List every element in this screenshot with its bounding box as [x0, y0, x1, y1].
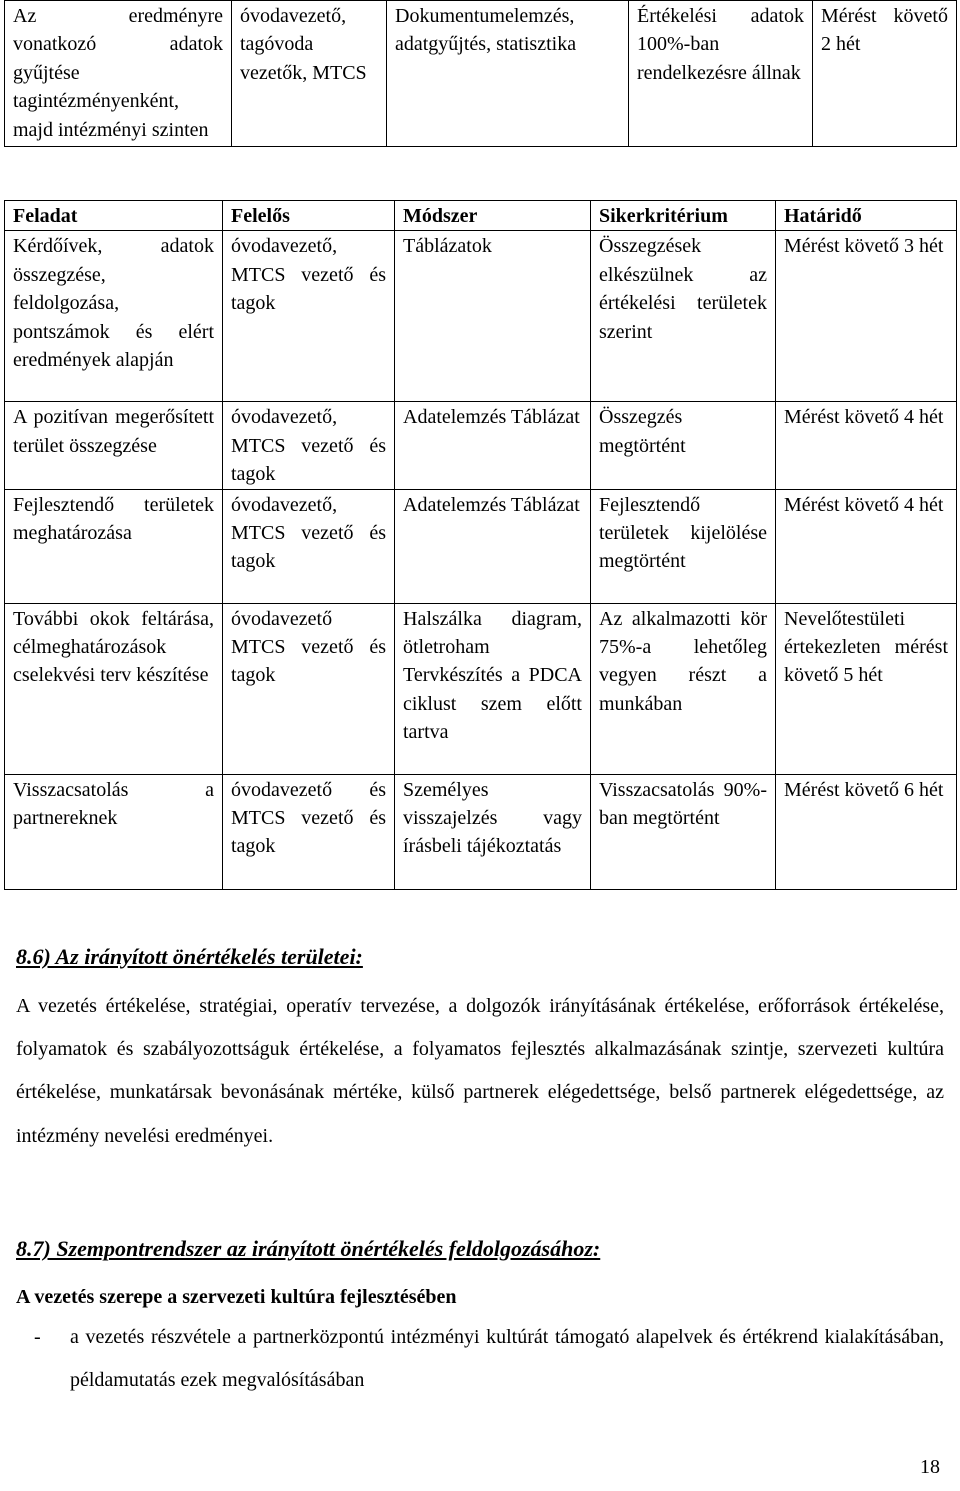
bullet-text: a vezetés részvétele a partnerközpontú intézményi kultúrát támogató alapelvek és értékrend kialakításában, példamutatás ezek megvalósításában	[70, 1326, 944, 1392]
table-row	[5, 603, 957, 774]
section-paragraph: A vezetés értékelése, stratégiai, operatív tervezése, a dolgozók irányításának értékelése, erőforrások értékelése, folyamatok és szabályozottságuk értékelése, a folyamatos fejlesztés alkalmazásának szintje, szervezeti kultúra értékelése, munkatársak bevonásának mértéke, külső partnerek elégedettsége, belső partnerek elégedettsége, az intézmény nevelési eredményei.	[16, 995, 944, 1147]
table-cell: Adatelemzés Táblázat	[395, 489, 591, 603]
bullet-marker: -	[34, 1326, 41, 1348]
section-heading: 8.7) Szempontrendszer az irányított önértékelés feldolgozásához:	[16, 1236, 601, 1261]
table-cell: Halszálka diagram, ötletroham Tervkészítés a PDCA ciklust szem előtt tartva	[395, 603, 591, 774]
header-hatarido: Határidő	[776, 201, 957, 231]
table-cell: Értékelési adatok 100%-ban rendelkezésre állnak	[629, 1, 813, 147]
table-cell: Visszacsatolás a partnereknek	[5, 774, 223, 889]
table-cell: Személyes visszajelzés vagy írásbeli tájékoztatás	[395, 774, 591, 889]
table-cell: óvodavezető, tagóvoda vezetők, MTCS	[232, 1, 387, 147]
page-number: 18	[920, 1456, 940, 1478]
table-cell: Mérést követő 4 hét	[776, 402, 957, 489]
table-cell: óvodavezető és MTCS vezető és tagok	[223, 774, 395, 889]
header-felelos: Felelős	[223, 201, 395, 231]
table-cell: Mérést követő 2 hét	[813, 1, 957, 147]
table-cell: óvodavezető, MTCS vezető és tagok	[223, 231, 395, 402]
table-cell: Mérést követő 6 hét	[776, 774, 957, 889]
table-cell: Összegzések elkészülnek az értékelési területek szerint	[591, 231, 776, 402]
header-sikerkriterium: Sikerkritérium	[591, 201, 776, 231]
table-cell: Táblázatok	[395, 231, 591, 402]
table-cell: óvodavezető, MTCS vezető és tagok	[223, 489, 395, 603]
table-cell: Az alkalmazotti kör 75%-a lehetőleg vegyen részt a munkában	[591, 603, 776, 774]
table-row	[5, 489, 957, 603]
table-cell: Összegzés megtörtént	[591, 402, 776, 489]
top-table	[4, 0, 957, 147]
table-header-row	[5, 201, 957, 231]
table-row	[5, 774, 957, 889]
table-row	[5, 231, 957, 402]
table-cell: Visszacsatolás 90%-ban megtörtént	[591, 774, 776, 889]
header-modszer: Módszer	[395, 201, 591, 231]
table-cell: További okok feltárása, célmeghatározások cselekvési terv készítése	[5, 603, 223, 774]
table-cell: Az eredményre vonatkozó adatok gyűjtése tagintézményenként, majd intézményi szinten	[5, 1, 232, 147]
header-feladat: Feladat	[5, 201, 223, 231]
table-cell: Adatelemzés Táblázat	[395, 402, 591, 489]
table-row	[5, 1, 957, 147]
table-cell: Mérést követő 3 hét	[776, 231, 957, 402]
table-cell: Kérdőívek, adatok összegzése, feldolgozása, pontszámok és elért eredmények alapján	[5, 231, 223, 402]
table-cell: óvodavezető MTCS vezető és tagok	[223, 603, 395, 774]
table-cell: Nevelőtestületi értekezleten mérést követő 5 hét	[776, 603, 957, 774]
table-cell: óvodavezető, MTCS vezető és tagok	[223, 402, 395, 489]
table-row	[5, 402, 957, 489]
bullet-item	[16, 1316, 944, 1402]
table-cell: A pozitívan megerősített terület összegzése	[5, 402, 223, 489]
table-cell: Fejlesztendő területek kijelölése megtörtént	[591, 489, 776, 603]
section-subtitle: A vezetés szerepe a szervezeti kultúra fejlesztésében	[16, 1286, 457, 1308]
table-cell: Fejlesztendő területek meghatározása	[5, 489, 223, 603]
section-heading: 8.6) Az irányított önértékelés területei:	[16, 944, 363, 969]
table-cell: Dokumentumelemzés, adatgyűjtés, statisztika	[387, 1, 629, 147]
table-cell: Mérést követő 4 hét	[776, 489, 957, 603]
main-table	[4, 200, 957, 890]
